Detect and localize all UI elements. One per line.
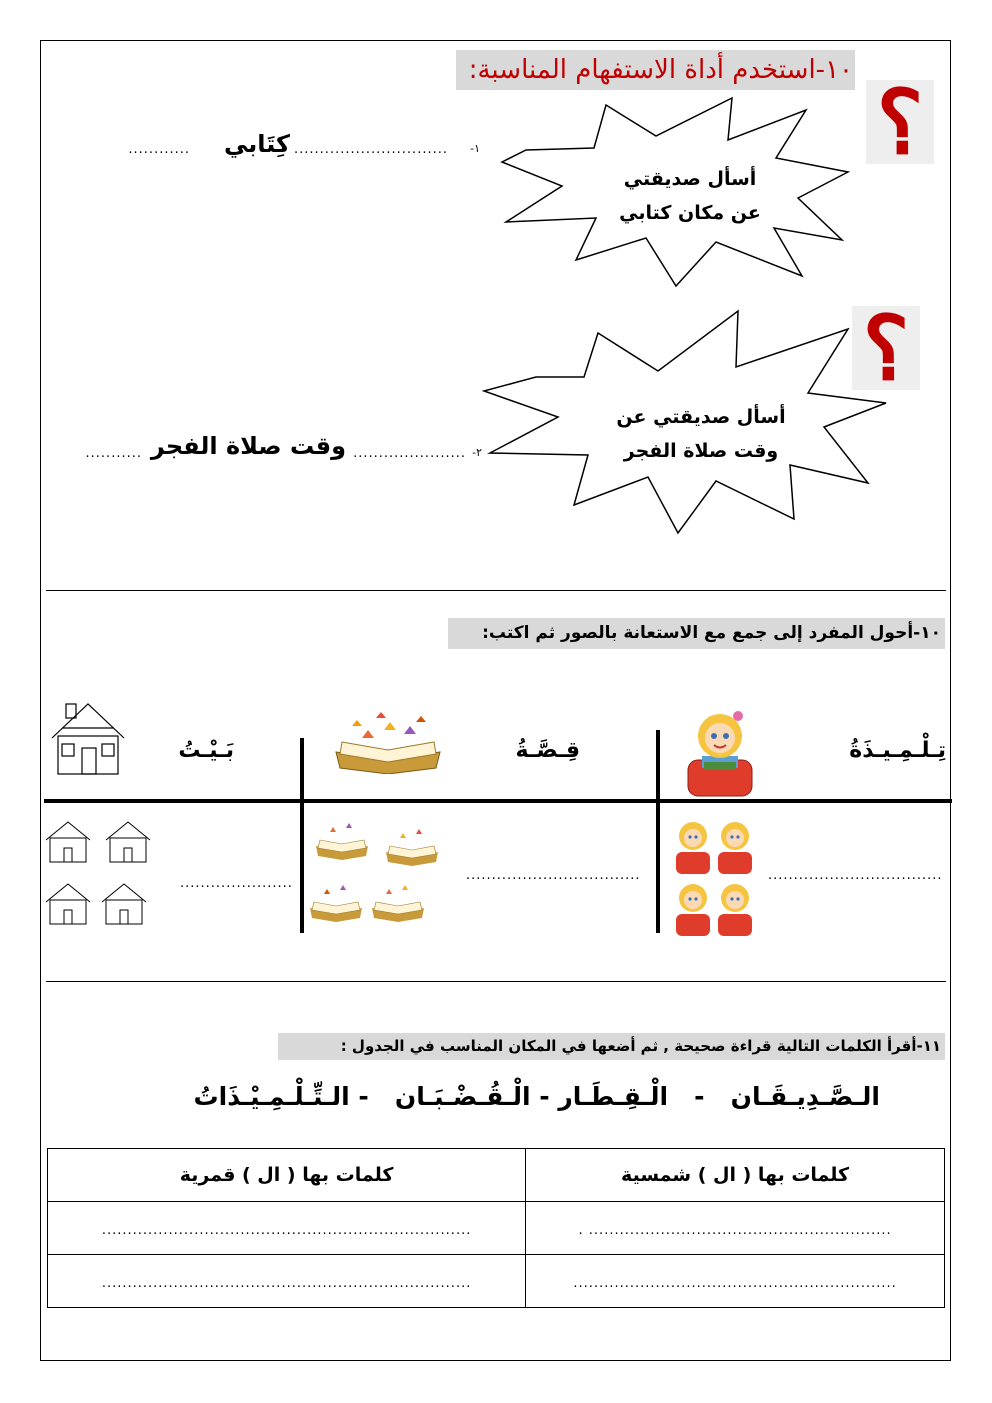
sun-letters-header: كلمات بها ( ال ) شمسية	[526, 1149, 945, 1202]
student-plural-dots[interactable]: ..................................	[768, 868, 943, 883]
divider	[46, 590, 946, 591]
bubble-2-text: أسأل صديقتي عن وقت صلاة الفجر	[616, 406, 786, 462]
moon-answer-cell[interactable]: ........................................................................	[48, 1255, 526, 1308]
item-2-row	[72, 432, 482, 468]
house-plural-dots[interactable]: ......................	[180, 876, 293, 891]
item-1-answer-dots[interactable]: ..............................	[294, 142, 448, 157]
item-2-end-dots: ...........	[85, 446, 142, 461]
item-1-row	[120, 130, 480, 166]
words-line: الـصَّـدِيـقَـان - الْـقِـطَـار - الْـقُـضْـبَـان - الـتِّـلْـمِـيْـذَاتُ	[193, 1082, 880, 1111]
house-image	[48, 698, 128, 776]
moon-answer-cell[interactable]: ........................................................................	[48, 1202, 526, 1255]
sun-answer-cell[interactable]: ...............................................................	[526, 1255, 945, 1308]
students-girls-image	[672, 816, 756, 942]
sun-moon-table	[47, 1148, 945, 1308]
column-divider	[656, 730, 660, 933]
storybooks-image	[306, 816, 454, 928]
item-1-number: ١-	[470, 142, 480, 155]
storybook-image	[332, 712, 444, 774]
section-b-title: ١٠-أحول المفرد إلى جمع مع الاستعانة بالصور ثم اكتب:	[448, 618, 945, 649]
sun-answer-cell[interactable]: ........................................................... .	[526, 1202, 945, 1255]
word-story: قِـصَّـةُ	[515, 738, 580, 763]
item-2-number: ٢-	[472, 446, 482, 459]
question-mark-icon: ؟	[852, 306, 920, 390]
item-1-end-dots: ............	[128, 142, 190, 157]
student-girl-image	[680, 700, 760, 800]
word-student: تِـلْـمِـيـذَةُ	[849, 738, 946, 763]
bubble-1-text: أسأل صديقتي عن مكان كتابي	[619, 168, 761, 224]
houses-image	[44, 820, 156, 932]
item-1-word: كِتَابي	[223, 130, 290, 158]
moon-letters-header: كلمات بها ( ال ) قمرية	[48, 1149, 526, 1202]
item-2-word: وقت صلاة الفجر	[150, 432, 346, 460]
divider	[46, 981, 946, 982]
item-2-answer-dots[interactable]: ......................	[353, 446, 466, 461]
section-c-title: ١١-أقرأ الكلمات التالية قراءة صحيحة , ثم أضعها في المكان المناسب في الجدول :	[278, 1033, 945, 1060]
word-house: بَـيْـتُ	[178, 738, 234, 763]
table-divider	[44, 799, 952, 803]
question-mark-icon: ؟	[866, 80, 934, 164]
column-divider	[300, 738, 304, 933]
section-a-title: ١٠-استخدم أداة الاستفهام المناسبة:	[456, 50, 855, 90]
story-plural-dots[interactable]: ..................................	[466, 868, 641, 883]
